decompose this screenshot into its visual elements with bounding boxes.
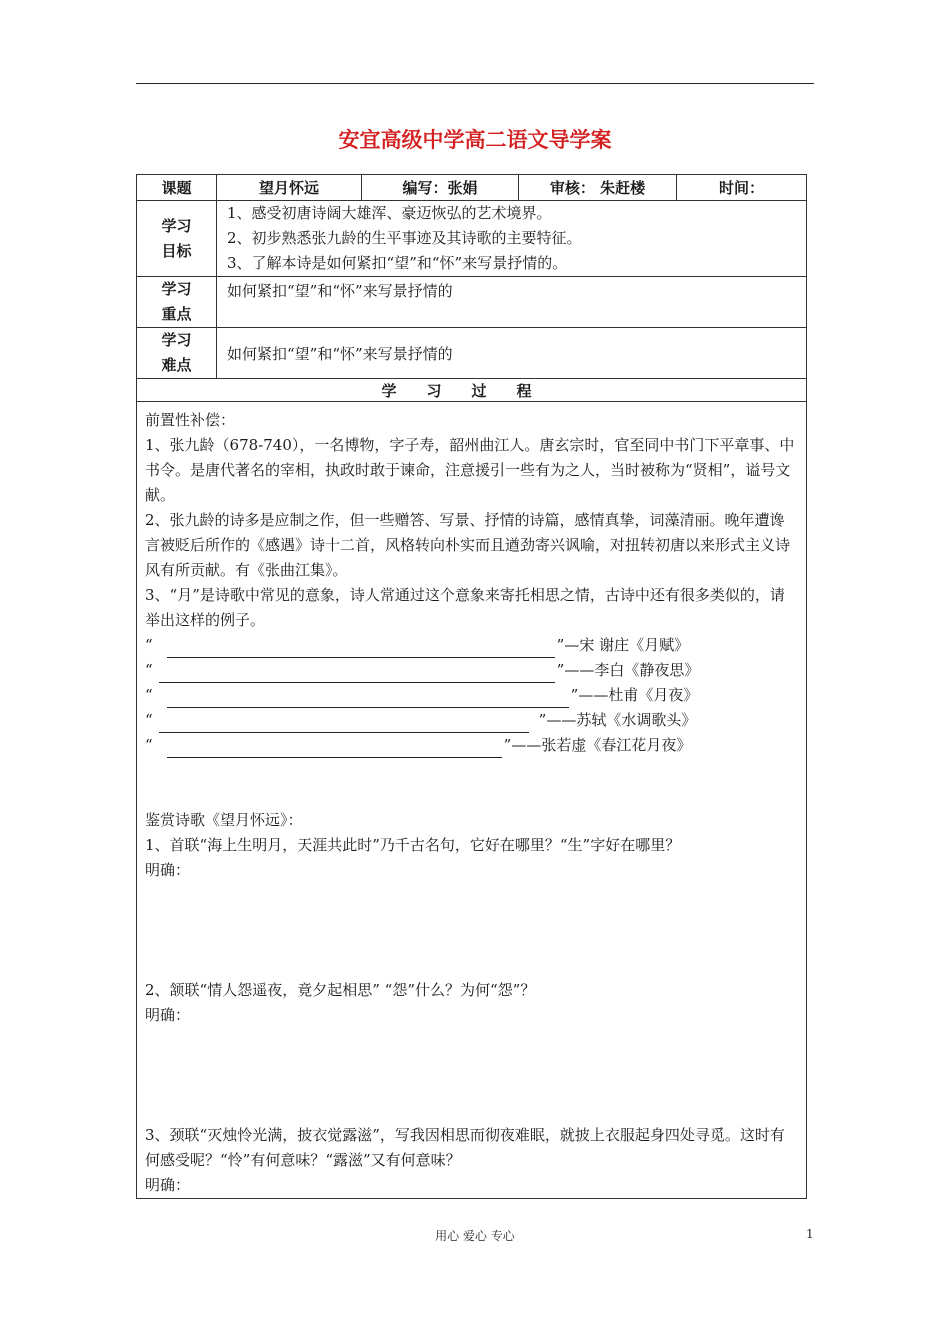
quote-blank-1: “ ”—宋 谢庄《月赋》 [145,633,796,658]
quote-blank-3: “ ”——杜甫《月夜》 [145,683,796,708]
focus-row [137,277,807,328]
goal-item: 1、感受初唐诗阔大雄浑、豪迈恢弘的艺术境界。 [227,204,552,222]
process-title-row [137,379,807,402]
appreciation-heading: 鉴赏诗歌《望月怀远》： [145,811,303,829]
quote-blank-4: “ ”——苏轼《水调歌头》 [145,708,796,733]
process-body [137,402,807,1199]
pre-paragraph-2: 2、张九龄的诗多是应制之作，但一些赠答、写景、抒情的诗篇，感情真挚，词藻清丽。晚年遭谗言被贬后所作的《感遇》诗十二首，风格转向朴实而且遒劲寄兴讽喻，对扭转初唐以来形式主义诗风有所贡献。有《张曲江集》。 [145,511,791,579]
reviewer: 审核： 朱赶楼 [519,175,677,201]
answer-line[interactable] [167,691,569,708]
page-title: 安宜高级中学高二语文导学案 [338,128,612,152]
answer-label: 明确： [145,1006,191,1024]
quote-blank-2: “ ”——李白《静夜思》 [145,658,796,683]
process-title: 学习过程 [137,379,807,402]
answer-label: 明确： [145,1176,191,1194]
focus-label: 学习 重点 [137,277,217,328]
difficulty-text: 如何紧扣“望”和“怀”来写景抒情的 [217,328,807,379]
course-label: 课题 [137,175,217,201]
answer-line[interactable] [167,641,555,658]
pre-paragraph-1: 1、张九龄（678-740），一名博物，字子寿，韶州曲江人。唐玄宗时，官至同中书门下平章事、中书令。是唐代著名的宰相，执政时敢于谏命，注意援引一些有为之人，当时被称为“贤相”，谥号文献。 [145,436,795,504]
focus-text: 如何紧扣“望”和“怀”来写景抒情的 [217,277,807,328]
goal-item: 2、初步熟悉张九龄的生平事迹及其诗歌的主要特征。 [227,229,582,247]
page-number: 1 [806,1227,814,1241]
header-rule [136,83,814,84]
difficulty-label: 学习 难点 [137,328,217,379]
course-value: 望月怀远 [217,175,362,201]
question-2: 2、颔联“情人怨遥夜，竟夕起相思” “怨”什么？为何“怨”？ [145,981,536,999]
question-1: 1、首联“海上生明月，天涯共此时”乃千古名句，它好在哪里？“生”字好在哪里？ [145,836,681,854]
header-row [137,175,807,201]
answer-label: 明确： [145,861,191,879]
answer-line[interactable] [167,741,502,758]
time-label: 时间： [677,175,807,201]
pre-paragraph-3: 3、“月”是诗歌中常见的意象，诗人常通过这个意象来寄托相思之情，古诗中还有很多类似的，请举出这样的例子。 [145,586,785,629]
pre-heading: 前置性补偿： [145,411,236,429]
guide-table [136,174,807,1199]
goal-item: 3、了解本诗是如何紧扣“望”和“怀”来写景抒情的。 [227,254,568,272]
answer-line[interactable] [159,666,555,683]
process-body-row [137,402,807,1199]
author: 编写：张娟 [362,175,519,201]
answer-line[interactable] [159,716,529,733]
question-3: 3、颈联“灭烛怜光满，披衣觉露滋”，写我因相思而彻夜难眠，就披上衣服起身四处寻觅。这时有何感受呢？“怜”有何意味？“露滋”又有何意味？ [145,1126,785,1169]
quote-blank-5: “ ”——张若虚《春江花月夜》 [145,733,796,758]
goals-list [217,201,807,277]
goals-row [137,201,807,277]
footer-motto: 用心 爱心 专心 [435,1229,515,1243]
difficulty-row [137,328,807,379]
goals-label: 学习 目标 [137,201,217,277]
